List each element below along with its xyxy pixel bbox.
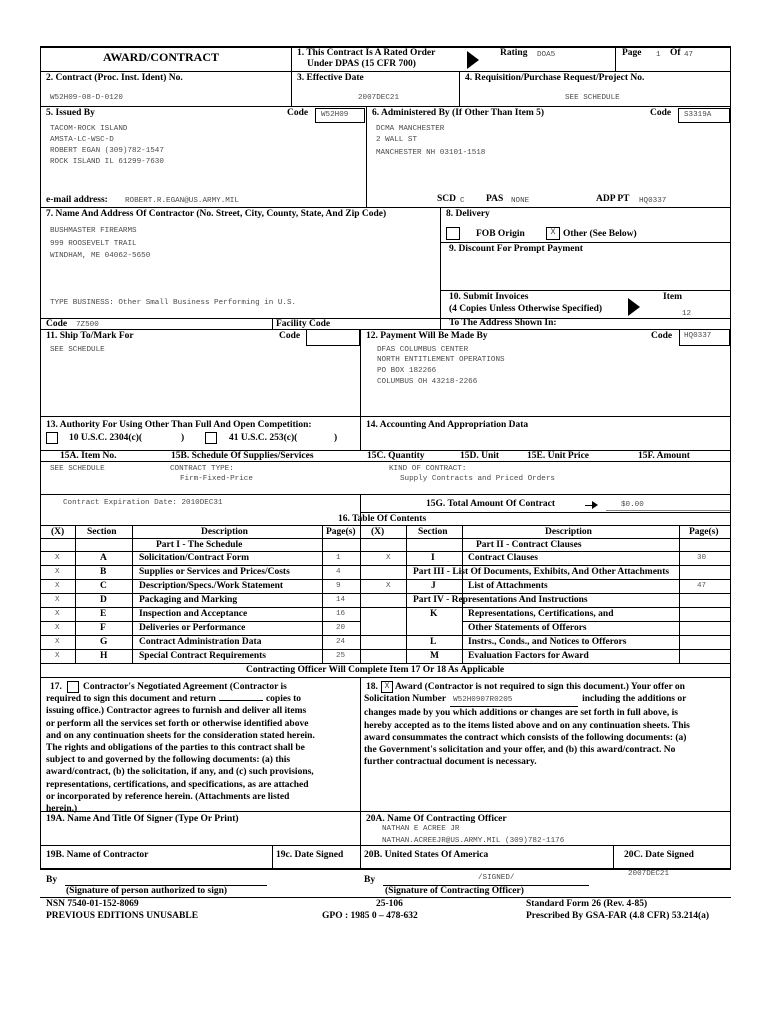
item-18-line: the Government's solicitation and your offer, and (b) this award/contract. No [364, 745, 676, 756]
issued-by-label: 5. Issued By [46, 108, 95, 118]
submit-invoices-label: 10. Submit Invoices [449, 292, 529, 302]
form-title: AWARD/CONTRACT [103, 50, 220, 64]
rule [40, 677, 731, 678]
rule [40, 897, 731, 898]
payment-label: 12. Payment Will Be Made By [366, 331, 488, 341]
usc-2304-label: 10 U.S.C. 2304(c)( [69, 433, 143, 443]
total-amount-label: 15G. Total Amount Of Contract [426, 499, 556, 509]
officer-name-label: 20A. Name Of Contracting Officer [366, 814, 507, 824]
toc-title: 16. Table Of Contents [338, 514, 427, 524]
administered-address-1: DCMA MANCHESTER [376, 125, 445, 133]
rule [360, 677, 361, 868]
item-18-line: hereby accepted as to the items listed above and on any continuation sheets. This [364, 720, 690, 731]
delivery-label: 8. Delivery [446, 209, 490, 219]
solicitation-label: Solicitation Number [364, 694, 447, 705]
unit-header: 15D. Unit [460, 451, 500, 461]
toc-description: Deliveries or Performance [139, 623, 246, 633]
item-18-text [364, 681, 729, 768]
adp-value: HQ0337 [639, 197, 667, 205]
adp-label: ADP PT [596, 194, 630, 204]
item-17-line-text: required to sign this document and return [46, 694, 216, 705]
rule [75, 525, 76, 663]
footer-standard-form: Standard Form 26 (Rev. 4-85) [526, 899, 648, 909]
pas-label: PAS [486, 194, 504, 204]
copies-blank[interactable] [219, 700, 263, 701]
administered-address-2: 2 WALL ST [376, 136, 418, 144]
authority-label: 13. Authority For Using Other Than Full And Open Competition: [46, 420, 312, 430]
discount-label: 9. Discount For Prompt Payment [449, 244, 583, 254]
schedule-header: 15B. Schedule Of Supplies/Services [171, 451, 314, 461]
rule [462, 621, 731, 622]
effective-date-value: 2007DEC21 [358, 94, 400, 102]
toc-description: Solicitation/Contract Form [139, 553, 250, 563]
usa-label: 20B. United States Of America [364, 850, 489, 860]
toc-pages: 1 [336, 554, 341, 562]
contractor-code-value: 7Z500 [76, 321, 99, 329]
rule [40, 318, 731, 319]
officer-signed-value: /SIGNED/ [478, 874, 515, 882]
contractor-address-3: WINDHAM, ME 04062-5650 [50, 252, 151, 260]
item-17-line: subject to and governed by the following documents: (a) this [46, 755, 291, 766]
issued-code-label: Code [287, 108, 309, 118]
item-17-line: The rights and obligations of the parties to this contract shall be [46, 743, 305, 754]
page-label: Page [622, 48, 642, 58]
rule [440, 290, 731, 291]
contract-no-value: W52H09-08-D-0120 [50, 94, 123, 102]
contract-type-value: Firm-Fixed-Price [180, 475, 253, 483]
toc-description: Description/Specs./Work Statement [139, 581, 284, 591]
item-17-line: award/contract, (b) the solicitation, if any, and (c) such provisions, [46, 767, 314, 778]
solicitation-after: including the additions or [582, 694, 687, 705]
footer-number: 25-106 [376, 899, 403, 909]
usc-253-close: ) [334, 433, 338, 443]
rule [40, 635, 731, 636]
issued-address-4: ROCK ISLAND IL 61299-7630 [50, 158, 164, 166]
payment-address-3: PO BOX 182266 [377, 367, 437, 375]
contractor-by-label: By [46, 875, 58, 885]
rule [40, 593, 731, 594]
toc-header-description-right: Description [545, 527, 592, 537]
issued-address-1: TACOM-ROCK ISLAND [50, 125, 128, 133]
issued-address-2: AMSTA-LC-WSC-D [50, 136, 114, 144]
item-18-line: award consummates the contract which consists of the following documents: (a) [364, 732, 687, 743]
payment-address-4: COLUMBUS OH 43218-2266 [377, 378, 478, 386]
rule [40, 551, 731, 552]
toc-header-x: (X) [51, 527, 65, 537]
toc-desc-i: Contract Clauses [468, 553, 538, 563]
form-left-border [40, 46, 41, 868]
rule [462, 525, 463, 663]
arrow-right-icon [467, 51, 479, 69]
payment-code-label: Code [651, 331, 673, 341]
invoice-item-label: Item [663, 292, 682, 302]
toc-header-pages-right: Page(s) [689, 527, 719, 537]
item-17-text [46, 681, 358, 815]
officer-by-label: By [364, 875, 376, 885]
rule [40, 579, 731, 580]
administered-by-label: 6. Administered By (If Other Than Item 5) [372, 108, 545, 118]
of-value: 47 [684, 51, 694, 59]
toc-section: A [100, 553, 107, 563]
toc-section-i: I [431, 553, 435, 563]
accounting-label: 14. Accounting And Appropriation Data [366, 420, 529, 430]
effective-date-label: 3. Effective Date [297, 73, 364, 83]
officer-date-label: 20C. Date Signed [624, 850, 694, 860]
of-label: Of [670, 48, 681, 58]
toc-section-k: K [430, 609, 438, 619]
rule [360, 329, 361, 450]
submit-invoices-copies: (4 Copies Unless Otherwise Specified) [449, 304, 603, 314]
administered-code-value: S3319A [684, 111, 712, 119]
administered-address-3: MANCHESTER NH 03101-1518 [376, 149, 486, 157]
toc-description: Supplies or Services and Prices/Costs [139, 567, 290, 577]
toc-part-4: Part IV - Representations And Instructions [413, 595, 588, 605]
officer-contact-value: NATHAN.ACREEJR@US.ARMY.MIL (309)782-1176 [382, 837, 565, 845]
toc-header-section-right: Section [418, 527, 448, 537]
contract-type-label: CONTRACT TYPE: [170, 465, 234, 473]
usc-253-label: 41 U.S.C. 253(c)( [229, 433, 298, 443]
pas-value: NONE [511, 197, 530, 205]
rule [322, 525, 323, 663]
rule [291, 46, 292, 106]
total-amount-value: $0.00 [621, 501, 644, 509]
rule [360, 512, 731, 513]
rating-value: DOA5 [537, 51, 556, 59]
usc-253-checkbox[interactable] [205, 432, 217, 444]
fob-origin-checkbox[interactable] [446, 227, 460, 240]
issued-code-value: W52H09 [321, 111, 349, 119]
contractor-date-label: 19c. Date Signed [276, 850, 344, 860]
footer-gpo: GPO : 1985 0 – 478-632 [322, 911, 418, 921]
toc-section-l: L [430, 637, 437, 647]
contracting-officer-note: Contracting Officer Will Complete Item 17 Or 18 As Applicable [246, 665, 505, 675]
other-delivery-label: Other (See Below) [563, 229, 637, 239]
item-17-number: 17. [50, 682, 62, 692]
arrow-right-icon [592, 501, 598, 509]
item-18-number: 18. [366, 682, 378, 692]
item-17-line: and on any continuation sheets for the consideration stated herein. [46, 730, 315, 741]
item-no-value: SEE SCHEDULE [50, 465, 105, 473]
unit-price-header: 15E. Unit Price [527, 451, 590, 461]
contractor-address-2: 999 ROOSEVELT TRAIL [50, 240, 137, 248]
rule [459, 71, 460, 106]
payment-address-2: NORTH ENTITLEMENT OPERATIONS [377, 356, 505, 364]
rule [40, 621, 360, 622]
administered-code-label: Code [650, 108, 672, 118]
toc-header-section: Section [87, 527, 117, 537]
contractor-signature-caption: (Signature of person authorized to sign) [66, 886, 228, 896]
kind-of-contract-value: Supply Contracts and Priced Orders [400, 475, 555, 483]
toc-header-description: Description [201, 527, 248, 537]
toc-x-mark: X [55, 596, 60, 604]
item-18-line: further contractual document is necessary. [364, 757, 537, 768]
item-17-line: Contractor's Negotiated Agreement (Contractor is [83, 682, 287, 692]
toc-section: H [100, 651, 108, 661]
amount-header: 15F. Amount [638, 451, 690, 461]
toc-description: Contract Administration Data [139, 637, 262, 647]
arrow-right-icon [628, 298, 640, 316]
rule [40, 207, 731, 208]
item-18-line: changes made by you which additions or changes are set forth in full above, is [364, 708, 678, 719]
toc-x-mark: X [55, 568, 60, 576]
toc-description: Packaging and Marking [139, 595, 238, 605]
toc-description: Inspection and Acceptance [139, 609, 248, 619]
email-value: ROBERT.R.EGAN@US.ARMY.MIL [125, 197, 239, 205]
rule [366, 106, 367, 207]
usc-2304-close: ) [181, 433, 185, 443]
rule [40, 494, 731, 495]
toc-x-mark: X [55, 624, 60, 632]
payment-address-1: DFAS COLUMBUS CENTER [377, 346, 469, 354]
rule [679, 525, 680, 663]
submit-invoices-address: To The Address Shown In: [449, 318, 557, 328]
rated-order-label: 1. This Contract Is A Rated Order [297, 48, 436, 58]
item-17-line: or incorporated by reference herein. (Attachments are listed [46, 791, 290, 802]
payment-code-value: HQ0337 [684, 332, 712, 340]
rule [40, 538, 731, 539]
item-17-line: issuing office.) Contractor agrees to furnish and deliver all items [46, 706, 307, 717]
toc-x-mark: X [55, 652, 60, 660]
item-17-line [46, 693, 358, 705]
fob-origin-label: FOB Origin [476, 229, 525, 239]
contractor-address-1: BUSHMASTER FIREARMS [50, 227, 137, 235]
toc-section: F [100, 623, 106, 633]
contract-no-label: 2. Contract (Proc. Inst. Ident) No. [46, 73, 183, 83]
toc-part-1: Part I - The Schedule [156, 540, 243, 550]
toc-pages: 4 [336, 568, 341, 576]
item-17-line: herein.) [46, 804, 78, 815]
rule [40, 525, 731, 526]
solicitation-number: W52H0907R0205 [450, 694, 578, 707]
item-17-line: or perform all the services set forth or otherwise identified above [46, 718, 309, 729]
toc-desc-k-1: Representations, Certifications, and [468, 609, 614, 619]
rule [440, 207, 441, 329]
requisition-value: SEE SCHEDULE [565, 94, 620, 102]
rule [40, 607, 731, 608]
contractor-label: 7. Name And Address Of Contractor (No. Street, City, County, State, And Zip Code) [46, 209, 387, 219]
type-business: TYPE BUSINESS: Other Small Business Performing in U.S. [50, 299, 297, 307]
email-label: e-mail address: [46, 195, 108, 205]
footer-prescribed: Prescribed By GSA-FAR (4.8 CFR) 53.214(a) [526, 911, 710, 921]
kind-of-contract-label: KIND OF CONTRACT: [389, 465, 467, 473]
toc-desc-k-2: Other Statements of Offerors [468, 623, 587, 633]
rule [40, 649, 731, 650]
rule [613, 845, 614, 868]
toc-pages: 24 [336, 638, 346, 646]
issued-address-3: ROBERT EGAN (309)782-1547 [50, 147, 164, 155]
toc-x-mark: X [55, 582, 60, 590]
rule [40, 106, 731, 107]
rule [406, 525, 407, 663]
total-amount-underline [606, 510, 730, 511]
item-18-line [364, 693, 729, 707]
ship-to-code-box [306, 329, 360, 346]
toc-desc-j: List of Attachments [468, 581, 548, 591]
rule [360, 525, 361, 663]
toc-desc-l: Instrs., Conds., and Notices to Offerors [468, 637, 627, 647]
toc-x-j: X [386, 582, 391, 590]
rule [40, 71, 731, 72]
ship-to-label: 11. Ship To/Mark For [46, 331, 134, 341]
other-delivery-checkbox[interactable]: X [546, 227, 560, 240]
quantity-header: 15C. Quantity [367, 451, 425, 461]
requisition-label: 4. Requisition/Purchase Request/Project No. [465, 73, 645, 83]
officer-name-value: NATHAN E ACREE JR [382, 825, 460, 833]
item-18-line: Award (Contractor is not required to sign this document.) Your offer on [395, 682, 685, 692]
toc-section-j: J [431, 581, 436, 591]
contract-expiration: Contract Expiration Date: 2010DEC31 [63, 499, 223, 507]
rule [40, 416, 731, 417]
toc-desc-m: Evaluation Factors for Award [468, 651, 589, 661]
invoice-item-value: 12 [682, 310, 692, 318]
toc-section-m: M [430, 651, 439, 661]
footer-nsn: NSN 7540-01-152-8069 [46, 899, 139, 909]
form-right-border [730, 46, 731, 868]
rule [40, 663, 731, 664]
rule [615, 46, 616, 71]
item-no-header: 15A. Item No. [60, 451, 117, 461]
toc-pages: 16 [336, 610, 346, 618]
item-17-line: representations, certifications, and specifications, as are attached [46, 779, 309, 790]
rating-label: Rating [500, 48, 528, 58]
toc-pages-j: 47 [697, 582, 707, 590]
toc-part-3: Part III - List Of Documents, Exhibits, And Other Attachments [413, 567, 670, 577]
contractor-code-label: Code [46, 319, 68, 329]
page-value: 1 [656, 51, 661, 59]
officer-signature-caption: (Signature of Contracting Officer) [385, 886, 524, 896]
toc-description: Special Contract Requirements [139, 651, 267, 661]
toc-pages-i: 30 [697, 554, 707, 562]
toc-x-mark: X [55, 610, 60, 618]
toc-x-mark: X [55, 554, 60, 562]
rule [272, 845, 273, 868]
rule [40, 565, 731, 566]
item-17-copies: copies to [265, 694, 302, 705]
toc-pages: 14 [336, 596, 346, 604]
toc-section: C [100, 581, 107, 591]
toc-pages: 25 [336, 652, 346, 660]
rule [132, 525, 133, 663]
toc-header-pages: Page(s) [326, 527, 356, 537]
toc-section: D [100, 595, 107, 605]
toc-header-x-right: (X) [371, 527, 385, 537]
toc-section: G [100, 637, 108, 647]
facility-code-label: Facility Code [276, 319, 331, 329]
toc-part-2: Part II - Contract Clauses [476, 540, 582, 550]
contractor-name-label: 19B. Name of Contractor [46, 850, 149, 860]
scd-label: SCD [437, 194, 457, 204]
scd-value: C [460, 197, 465, 205]
toc-section: B [100, 567, 107, 577]
officer-date-value: 2007DEC21 [628, 870, 670, 878]
rule [272, 318, 273, 329]
rated-order-label-2: Under DPAS (15 CFR 700) [307, 59, 416, 69]
toc-x-mark: X [55, 638, 60, 646]
toc-section: E [100, 609, 107, 619]
ship-to-code-label: Code [279, 331, 301, 341]
rule [440, 242, 731, 243]
item-18-checkbox[interactable]: X [381, 681, 393, 693]
usc-2304-checkbox[interactable] [46, 432, 58, 444]
toc-pages: 9 [336, 582, 341, 590]
ship-to-value: SEE SCHEDULE [50, 346, 105, 354]
toc-pages: 20 [336, 624, 346, 632]
rule [40, 329, 731, 330]
signer-name-label: 19A. Name And Title Of Signer (Type Or Print) [46, 814, 239, 824]
toc-x-i: X [386, 554, 391, 562]
footer-previous-editions: PREVIOUS EDITIONS UNUSABLE [46, 911, 199, 921]
